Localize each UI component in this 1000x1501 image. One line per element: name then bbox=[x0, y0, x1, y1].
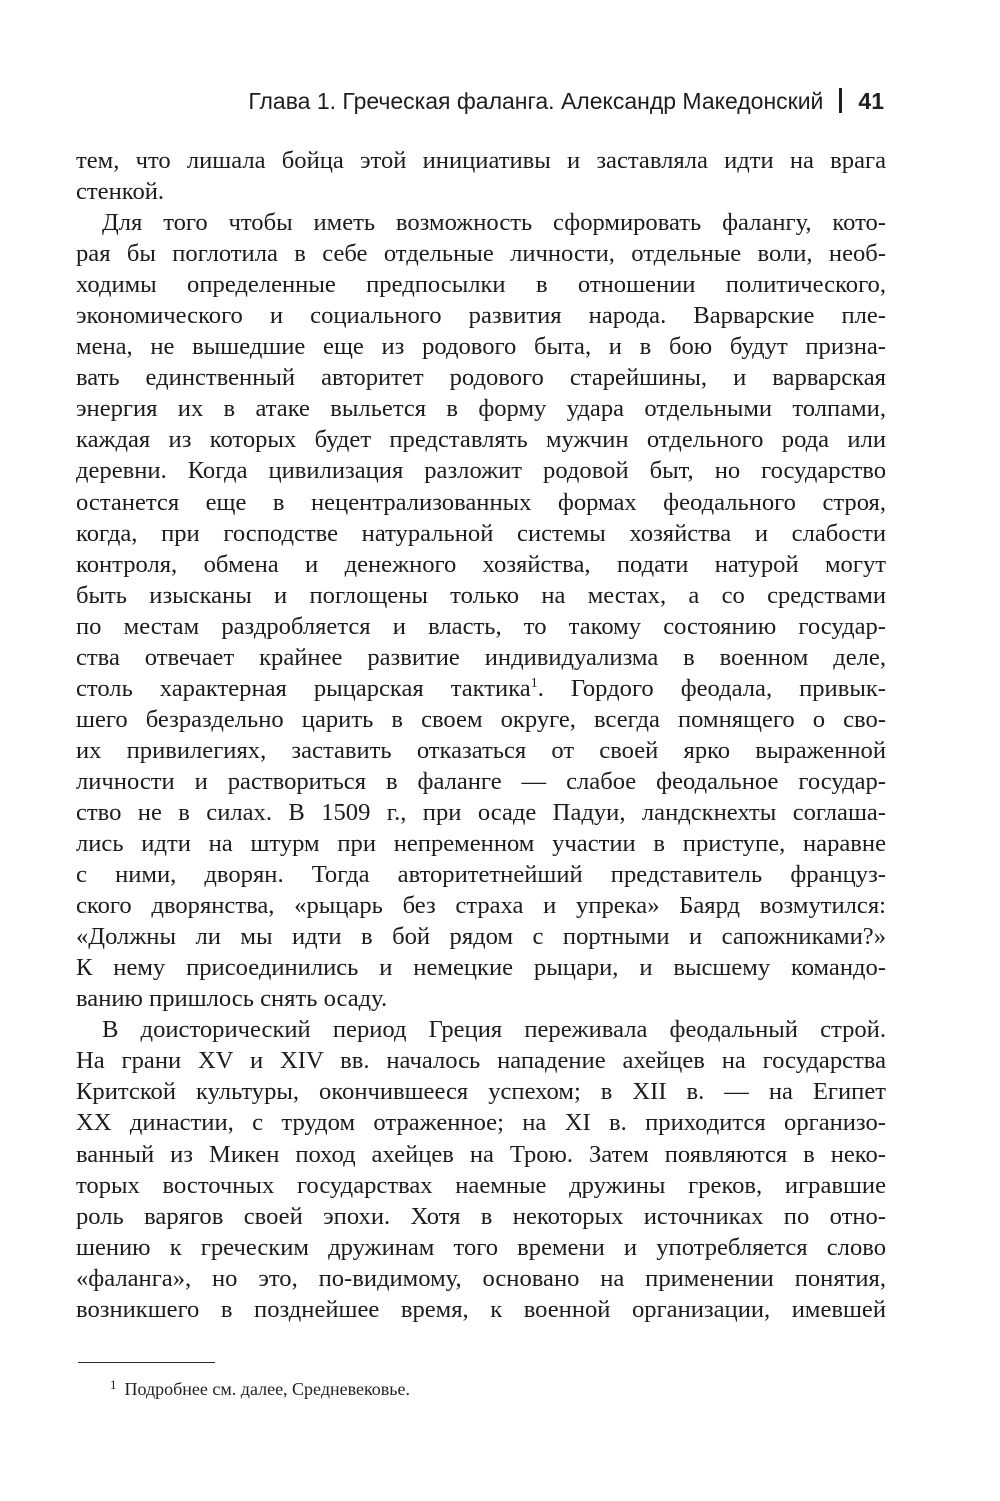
text-line bbox=[76, 1170, 886, 1201]
line-text: по местам раздробляется и власть, то такому состоянию государ- bbox=[76, 612, 886, 640]
line-text: торых восточных государствах наемные дружины греков, игравшие bbox=[76, 1171, 886, 1199]
line-text: деревни. Когда цивилизация разложит родовой быт, но государство bbox=[76, 457, 886, 485]
text-line bbox=[76, 642, 886, 673]
text-line bbox=[76, 207, 886, 238]
line-text: личности и раствориться в фаланге — слабое феодальное государ- bbox=[76, 767, 886, 795]
text-line bbox=[76, 145, 886, 176]
text-line bbox=[76, 611, 886, 642]
text-line bbox=[76, 300, 886, 331]
page-number: 41 bbox=[858, 88, 884, 114]
text-line bbox=[76, 983, 886, 1014]
line-text: вать единственный авторитет родового старейшины, и варварская bbox=[76, 364, 886, 392]
line-text: шению к греческим дружинам того времени и употребляется слово bbox=[76, 1233, 886, 1261]
line-text: роль варягов своей эпохи. Хотя в некоторых источниках по отно- bbox=[76, 1202, 886, 1230]
text-line bbox=[76, 487, 886, 518]
line-text: рая бы поглотила в себе отдельные личности, отдельные воли, необ- bbox=[76, 240, 886, 268]
line-text: ского дворянства, «рыцарь без страха и упрека» Баярд возмутился: bbox=[76, 892, 886, 920]
text-line bbox=[76, 331, 886, 362]
line-text: XX династии, с трудом отраженное; на XI в. приходится организо- bbox=[76, 1109, 886, 1137]
text-line bbox=[76, 393, 886, 424]
line-text: В доисторический период Греция переживала феодальный строй. bbox=[102, 1016, 886, 1044]
line-text: их привилегиях, заставить отказаться от своей ярко выраженной bbox=[76, 736, 886, 764]
text-line bbox=[76, 362, 886, 393]
line-text: шего безраздельно царить в своем округе, всегда помнящего о сво- bbox=[76, 705, 886, 733]
text-line bbox=[76, 1139, 886, 1170]
footnote-text: Подробнее см. далее, Средневековье. bbox=[124, 1379, 411, 1399]
text-line bbox=[76, 1107, 886, 1138]
line-text: мена, не вышедшие еще из родового быта, и в бою будут призна- bbox=[76, 333, 886, 361]
text-line bbox=[76, 1232, 886, 1263]
line-text: «фаланга», но это, по-видимому, основано на применении понятия, bbox=[76, 1264, 886, 1292]
footnote-reference[interactable]: 1 bbox=[530, 675, 538, 691]
line-text: стенкой. bbox=[76, 178, 165, 206]
text-line bbox=[76, 766, 886, 797]
text-line bbox=[76, 238, 886, 269]
text-line bbox=[76, 269, 886, 300]
text-line bbox=[76, 673, 886, 704]
line-text: ство не в силах. В 1509 г., при осаде Падуи, ландскнехты соглаша- bbox=[76, 798, 886, 826]
line-text: столь характерная рыцарская тактика bbox=[76, 674, 531, 702]
line-text: «Должны ли мы идти в бой рядом с портными и сапожниками?» bbox=[76, 923, 886, 951]
line-text: . Гордого феодала, привык- bbox=[537, 674, 886, 702]
footnote-divider bbox=[78, 1362, 215, 1363]
line-text: каждая из которых будет представлять мужчин отдельного рода или bbox=[76, 426, 886, 454]
line-text: энергия их в атаке выльется в форму удара отдельными толпами, bbox=[76, 395, 886, 423]
text-line bbox=[76, 921, 886, 952]
line-text: останется еще в нецентрализованных формах феодального строя, bbox=[76, 488, 886, 516]
text-line bbox=[76, 890, 886, 921]
text-line bbox=[76, 518, 886, 549]
text-line bbox=[76, 1014, 886, 1045]
text-line bbox=[76, 735, 886, 766]
text-line bbox=[76, 859, 886, 890]
text-line bbox=[76, 1263, 886, 1294]
text-line bbox=[76, 704, 886, 735]
line-text: ванию пришлось снять осаду. bbox=[76, 985, 388, 1013]
text-line bbox=[76, 797, 886, 828]
text-line bbox=[76, 1045, 886, 1076]
line-text: ванный из Микен поход ахейцев на Трою. Затем появляются в неко- bbox=[76, 1140, 886, 1168]
text-line bbox=[76, 580, 886, 611]
line-text: ходимы определенные предпосылки в отношении политического, bbox=[76, 271, 886, 299]
header-separator bbox=[839, 88, 842, 113]
text-line bbox=[76, 455, 886, 486]
chapter-title: Глава 1. Греческая фаланга. Александр Македонский bbox=[248, 88, 824, 114]
line-text: На грани XV и XIV вв. началось нападение ахейцев на государства bbox=[76, 1047, 886, 1075]
text-line bbox=[76, 176, 886, 207]
text-line bbox=[76, 549, 886, 580]
footnote bbox=[110, 1373, 410, 1401]
line-text: контроля, обмена и денежного хозяйства, подати натурой могут bbox=[76, 550, 886, 578]
line-text: быть изысканы и поглощены только на местах, а со средствами bbox=[76, 581, 886, 609]
line-text: К нему присоединились и немецкие рыцари, и высшему командо- bbox=[76, 954, 886, 982]
line-text: с ними, дворян. Тогда авторитетнейший представитель француз- bbox=[76, 861, 886, 889]
text-line bbox=[76, 1294, 886, 1325]
body-text bbox=[76, 145, 886, 1325]
line-text: тем, что лишала бойца этой инициативы и заставляла идти на врага bbox=[76, 147, 886, 174]
footnote-mark: 1 bbox=[110, 1377, 117, 1392]
line-text: когда, при господстве натуральной системы хозяйства и слабости bbox=[76, 519, 886, 547]
text-line bbox=[76, 424, 886, 455]
line-text: Для того чтобы иметь возможность сформировать фалангу, кото- bbox=[102, 209, 886, 237]
line-text: экономического и социального развития народа. Варварские пле- bbox=[76, 302, 886, 330]
text-line bbox=[76, 952, 886, 983]
text-line bbox=[76, 828, 886, 859]
text-line bbox=[76, 1201, 886, 1232]
line-text: ства отвечает крайнее развитие индивидуализма в военном деле, bbox=[76, 643, 886, 671]
line-text: Критской культуры, окончившееся успехом; в XII в. — на Египет bbox=[76, 1078, 886, 1106]
line-text: лись идти на штурм при непременном участии в приступе, наравне bbox=[76, 830, 886, 858]
text-line bbox=[76, 1076, 886, 1107]
line-text: возникшего в позднейшее время, к военной организации, имевшей bbox=[76, 1295, 886, 1323]
running-head bbox=[248, 85, 884, 117]
